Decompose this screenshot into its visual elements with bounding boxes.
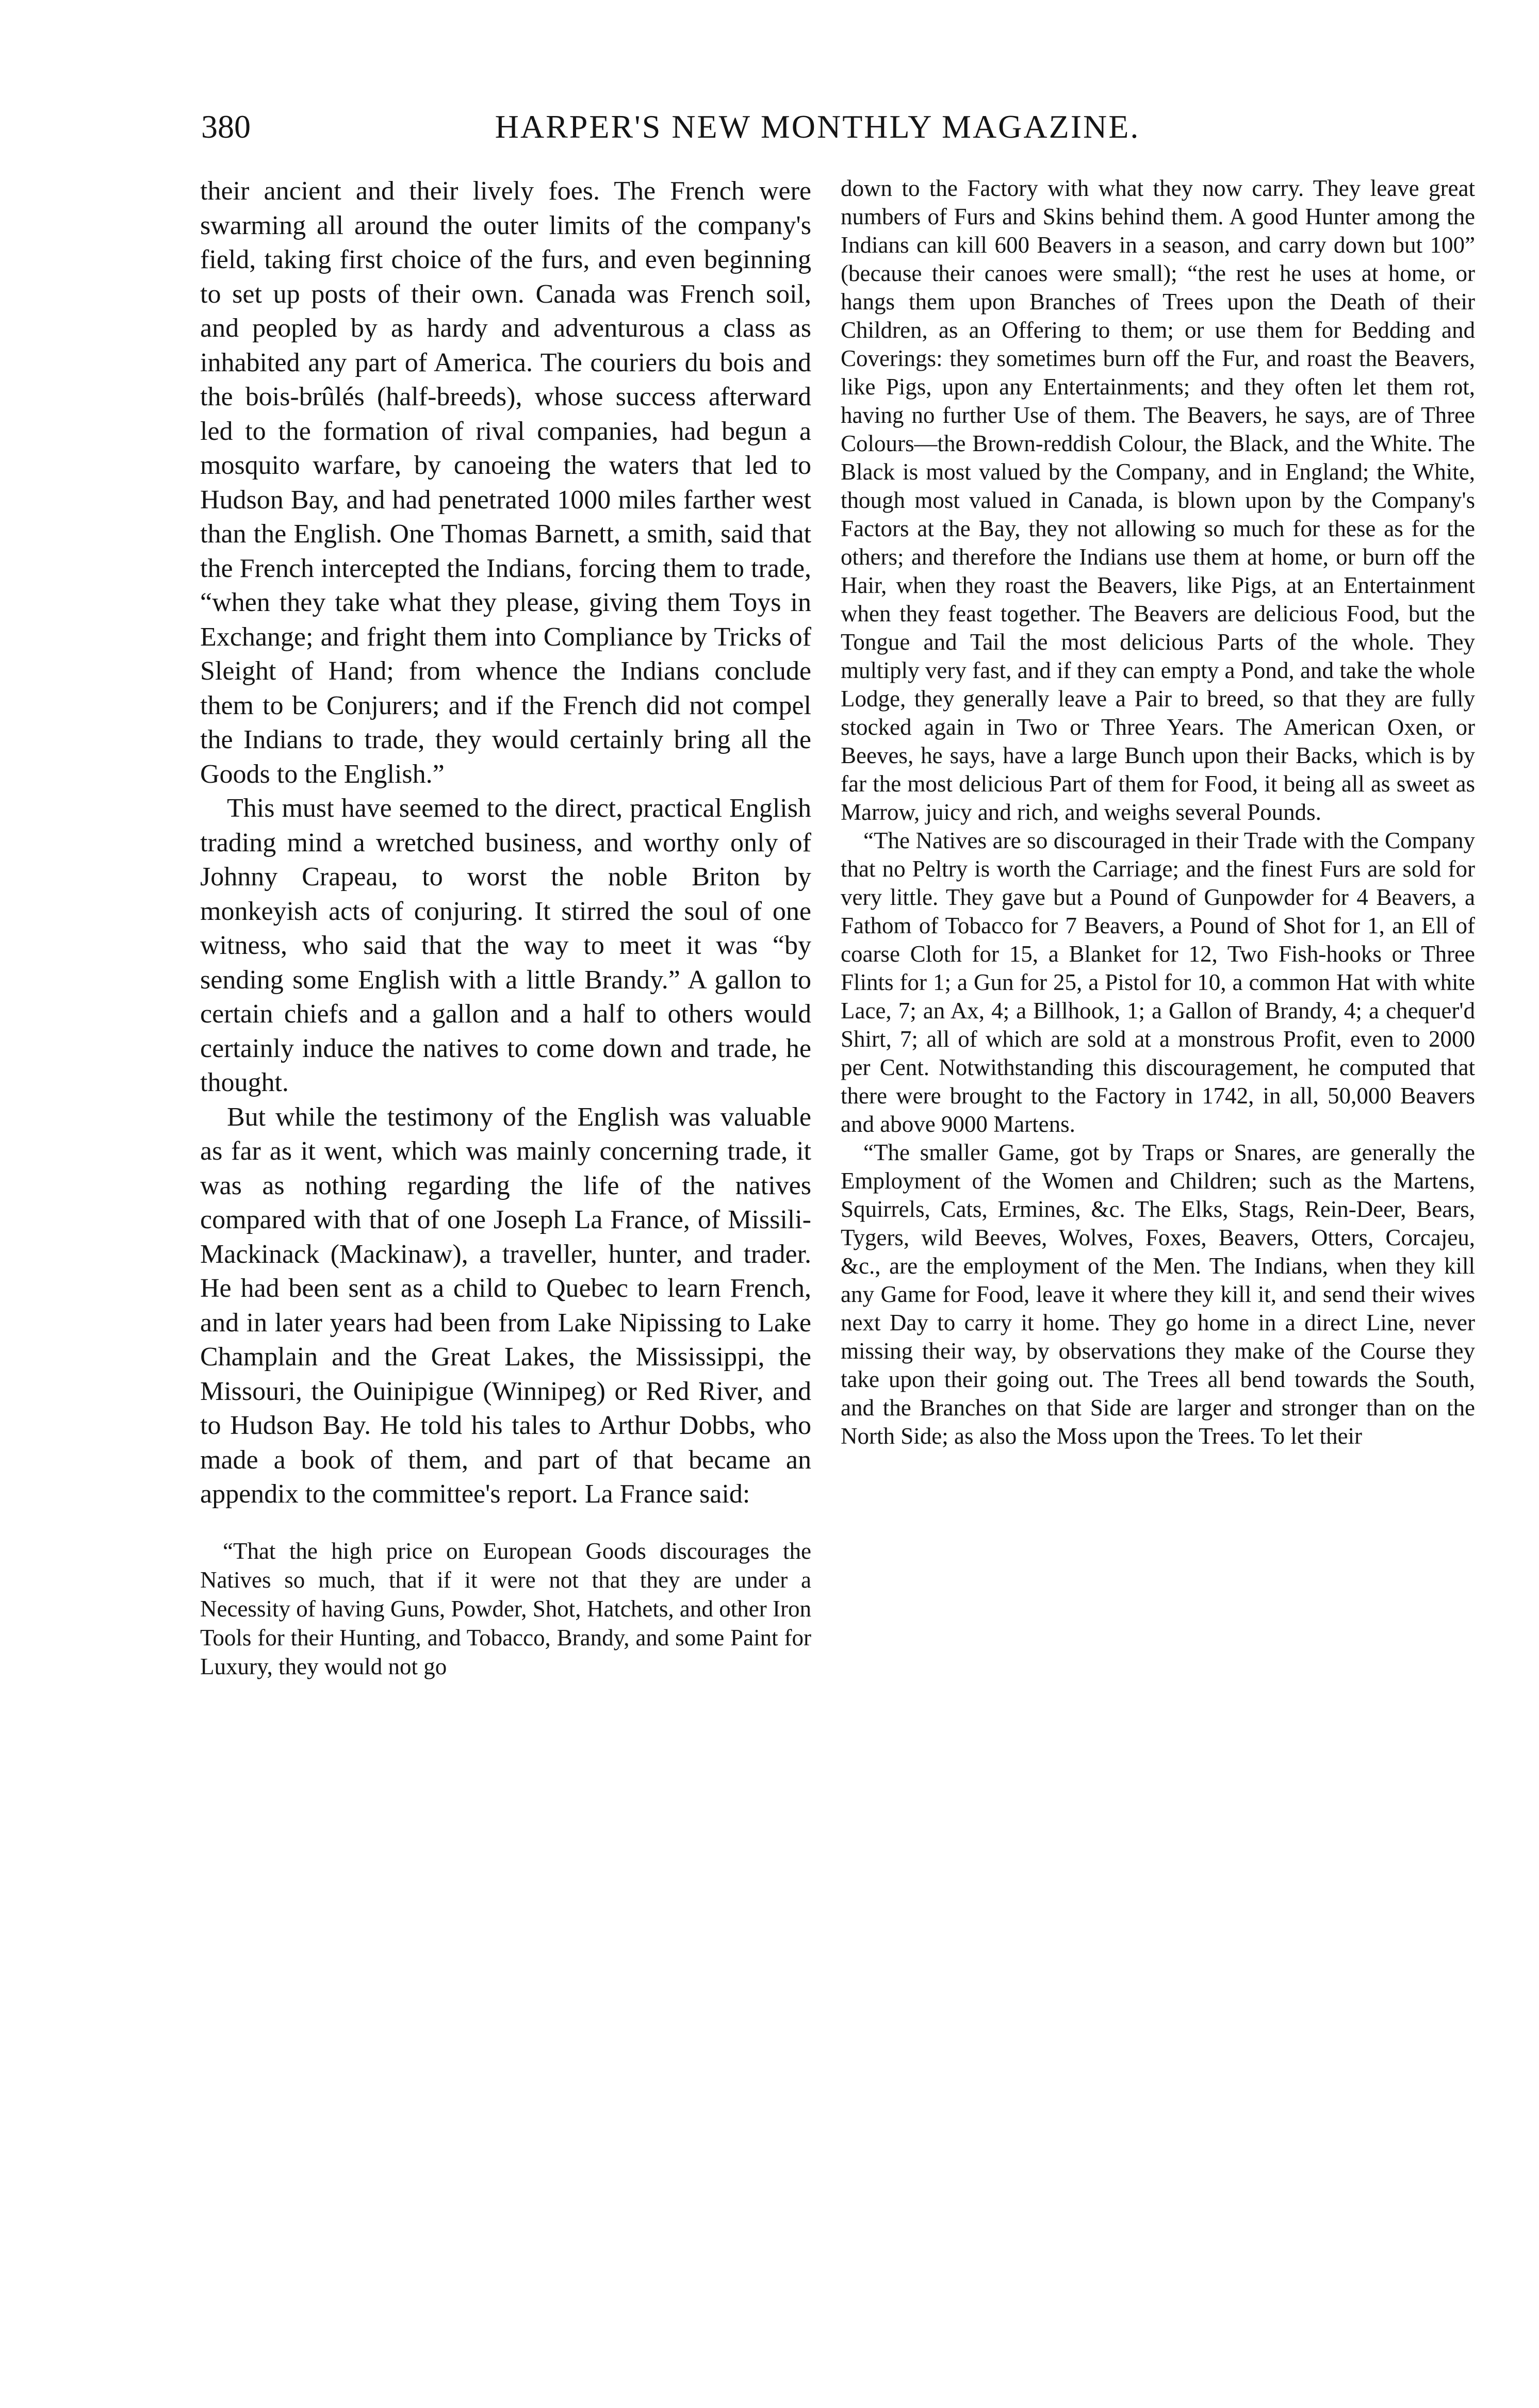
left-paragraph-2: This must have seemed to the direct, practical English trading mind a wretched business, and worthy only of Johnny Crapeau, to worst the noble Briton by monkeyish acts of conjuring. It stirred the soul of one witness, who said that the way to meet it was “by sending some English with a little Brandy.” A gallon to certain chiefs and a gallon and a half to others would certainly induce the natives to come down and trade, he thought. — [200, 794, 811, 1097]
right-paragraph-1: down to the Factory with what they now carry. They leave great numbers of Furs and Skins behind them. A good Hunter among the Indians can kill 600 Beavers in a season, and carry down but 100” (because their canoes were small); “the rest he uses at home, or hangs them upon Branches of Trees upon the Death of their Children, as an Offering to them; or use them for Bedding and Coverings: they sometimes burn off the Fur, and roast the Beavers, like Pigs, upon any Entertainments; and they often let them rot, having no further Use of them. The Beavers, he says, are of Three Colours—the Brown-reddish Colour, the Black, and the White. The Black is most valued by the Company, and in England; the White, though most valued in Canada, is blown upon by the Company's Factors at the Bay, they not allowing so much for these as for the others; and therefore the Indians use them at home, or burn off the Hair, when they roast the Beavers, like Pigs, at an Entertainment when they feast together. The Beavers are delicious Food, but the Tongue and Tail the most delicious Parts of the whole. They multiply very fast, and if they can empty a Pond, and take the whole Lodge, they generally leave a Pair to breed, so that they are fully stocked again in Two or Three Years. The American Oxen, or Beeves, he says, have a large Bunch upon their Backs, which is by far the most delicious Part of them for Food, it being all as sweet as Marrow, juicy and rich, and weighs several Pounds. — [841, 175, 1475, 825]
left-block-quote: “That the high price on European Goods discourages the Natives so much, that if it were not that they are under a Necessity of having Guns, Powder, Shot, Hatchets, and other Iron Tools for their Hunting, and Tobacco, Brandy, and some Paint for Luxury, they would not go — [200, 1538, 811, 1679]
right-column — [841, 174, 1475, 1450]
running-head: HARPER'S NEW MONTHLY MAGAZINE. — [495, 108, 1140, 145]
column-gutter — [825, 174, 826, 2175]
left-column — [200, 174, 811, 1681]
page-number: 380 — [201, 108, 251, 145]
left-paragraph-1: their ancient and their lively foes. The French were swarming all around the outer limits of the company's field, taking first choice of the furs, and even beginning to set up posts of their own. Canada was French soil, and peopled by as hardy and adventurous a class as inhabited any part of America. The couriers du bois and the bois-brûlés (half-breeds), whose success afterward led to the formation of rival companies, had begun a mosquito warfare, by canoeing the waters that led to Hudson Bay, and had penetrated 1000 miles farther west than the English. One Thomas Barnett, a smith, said that the French intercepted the Indians, forcing them to trade, “when they take what they please, giving them Toys in Exchange; and fright them into Compliance by Tricks of Sleight of Hand; from whence the Indians conclude them to be Conjurers; and if the French did not compel the Indians to trade, they would certainly bring all the Goods to the English.” — [200, 176, 811, 789]
page-header — [201, 101, 1434, 153]
right-paragraph-3: “The smaller Game, got by Traps or Snares, are generally the Employment of the Women and Children; such as the Martens, Squirrels, Cats, Ermines, &c. The Elks, Stags, Rein-Deer, Bears, Tygers, wild Beeves, Wolves, Foxes, Beavers, Otters, Corcajeu, &c., are the employment of the Men. The Indians, when they kill any Game for Food, leave it where they kill it, and send their wives next Day to carry it home. They go home in a direct Line, never missing their way, by observations they make of the Course they take upon their going out. The Trees all bend towards the South, and the Branches on that Side are larger and stronger than on the North Side; as also the Moss upon the Trees. To let their — [841, 1140, 1475, 1449]
right-paragraph-2: “The Natives are so discouraged in their Trade with the Company that no Peltry is worth the Carriage; and the finest Furs are sold for very little. They gave but a Pound of Gunpowder for 4 Beavers, a Fathom of Tobacco for 7 Beavers, a Pound of Shot for 1, an Ell of coarse Cloth for 15, a Blanket for 12, Two Fish-hooks or Three Flints for 1; a Gun for 25, a Pistol for 10, a common Hat with white Lace, 7; an Ax, 4; a Billhook, 1; a Gallon of Brandy, 4; a chequer'd Shirt, 7; all of which are sold at a monstrous Profit, even to 2000 per Cent. Notwithstanding this discouragement, he computed that there were brought to the Factory in 1742, in all, 50,000 Beavers and above 9000 Martens. — [841, 828, 1475, 1137]
left-paragraph-3: But while the testimony of the English was valuable as far as it went, which was mainly concerning trade, it was as nothing regarding the life of the natives compared with that of one Joseph La France, of Missili-Mackinack (Mackinaw), a traveller, hunter, and trader. He had been sent as a child to Quebec to learn French, and in later years had been from Lake Nipissing to Lake Champlain and the Great Lakes, the Mississippi, the Missouri, the Ouinipigue (Winnipeg) or Red River, and to Hudson Bay. He told his tales to Arthur Dobbs, who made a book of them, and part of that became an appendix to the committee's report. La France said: — [200, 1102, 811, 1509]
